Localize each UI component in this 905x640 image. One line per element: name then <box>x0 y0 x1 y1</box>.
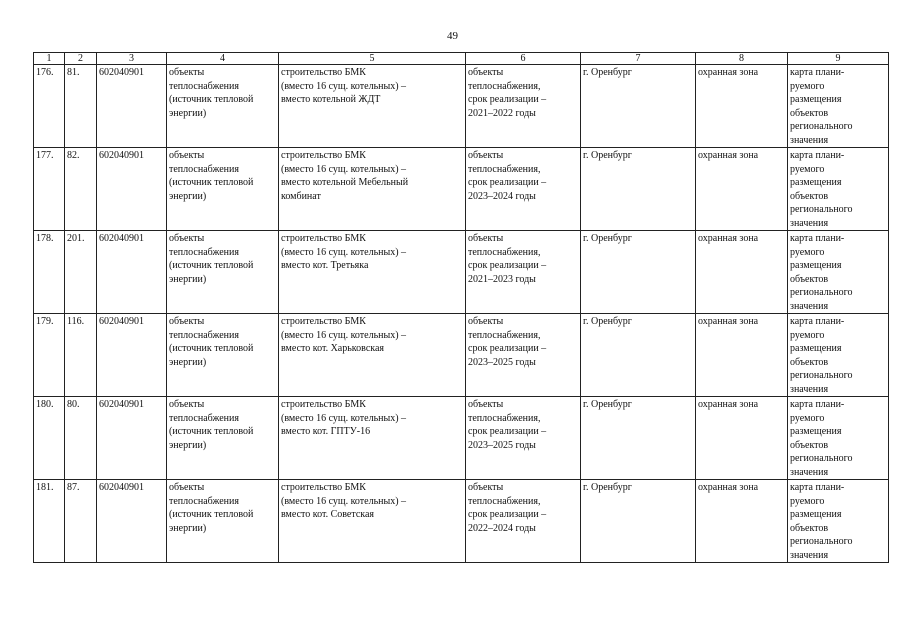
table-row <box>34 480 889 563</box>
cell-line: строительство БМК <box>281 399 366 410</box>
cell-line: срок реализации – <box>468 509 547 520</box>
row-number-cell: 180. <box>34 397 65 480</box>
cell-line: теплоснабжения <box>169 412 239 424</box>
cell-line: (источник тепловой <box>169 94 254 105</box>
item-number-cell: 87. <box>65 480 97 563</box>
cell-line: регионального <box>790 453 853 464</box>
code-cell: 602040901 <box>97 148 167 231</box>
cell-line: значения <box>790 300 829 312</box>
location-cell: г. Оренбург <box>581 314 696 397</box>
location-cell: г. Оренбург <box>581 65 696 148</box>
cell-line: (источник тепловой <box>169 177 254 188</box>
cell-line: руемого <box>790 163 825 175</box>
purpose-cell <box>466 148 581 231</box>
table-row <box>34 231 889 314</box>
cell-line: карта плани- <box>790 150 845 161</box>
cell-line: объектов <box>790 107 829 119</box>
cell-line: карта плани- <box>790 482 845 493</box>
cell-line: энергии) <box>169 522 207 534</box>
item-number-cell: 80. <box>65 397 97 480</box>
location-cell: г. Оренбург <box>581 397 696 480</box>
zone-cell: охранная зона <box>696 480 788 563</box>
cell-line: регионального <box>790 121 853 132</box>
cell-line: размещения <box>790 426 842 437</box>
cell-line: теплоснабжения <box>169 163 239 175</box>
cell-line: (вместо 16 сущ. котельных) – <box>281 80 407 92</box>
column-header: 5 <box>279 53 466 65</box>
cell-line: объектов <box>790 522 829 534</box>
row-number-cell: 181. <box>34 480 65 563</box>
object-type-cell <box>167 314 279 397</box>
column-header: 6 <box>466 53 581 65</box>
object-type-cell <box>167 231 279 314</box>
cell-line: карта плани- <box>790 399 845 410</box>
table-row <box>34 314 889 397</box>
object-name-cell <box>279 148 466 231</box>
object-name-cell <box>279 480 466 563</box>
object-name-cell <box>279 397 466 480</box>
cell-line: значения <box>790 549 829 561</box>
cell-line: руемого <box>790 80 825 92</box>
cell-line: (источник тепловой <box>169 343 254 354</box>
cell-line: 2021–2022 годы <box>468 107 536 119</box>
table-row <box>34 397 889 480</box>
cell-line: значения <box>790 134 829 146</box>
cell-line: 2023–2024 годы <box>468 190 536 202</box>
cell-line: значения <box>790 466 829 478</box>
code-cell: 602040901 <box>97 65 167 148</box>
object-type-cell <box>167 148 279 231</box>
cell-line: срок реализации – <box>468 426 547 437</box>
cell-line: строительство БМК <box>281 67 366 78</box>
table-row <box>34 65 889 148</box>
cell-line: объекты <box>468 399 504 410</box>
column-header: 9 <box>788 53 889 65</box>
cell-line: карта плани- <box>790 67 845 78</box>
row-number-cell: 177. <box>34 148 65 231</box>
cell-line: срок реализации – <box>468 260 547 271</box>
cell-line: вместо котельной ЖДТ <box>281 94 381 105</box>
cell-line: объектов <box>790 439 829 451</box>
cell-line: (источник тепловой <box>169 509 254 520</box>
objects-table <box>33 52 889 563</box>
purpose-cell <box>466 65 581 148</box>
cell-line: объекты <box>468 316 504 327</box>
cell-line: 2022–2024 годы <box>468 522 536 534</box>
map-reference-cell <box>788 314 889 397</box>
cell-line: комбинат <box>281 190 321 202</box>
column-header: 7 <box>581 53 696 65</box>
object-type-cell <box>167 65 279 148</box>
cell-line: 2021–2023 годы <box>468 273 536 285</box>
zone-cell: охранная зона <box>696 397 788 480</box>
purpose-cell <box>466 231 581 314</box>
cell-line: (вместо 16 сущ. котельных) – <box>281 495 407 507</box>
cell-line: теплоснабжения, <box>468 412 541 424</box>
cell-line: теплоснабжения <box>169 495 239 507</box>
cell-line: строительство БМК <box>281 233 366 244</box>
cell-line: регионального <box>790 370 853 381</box>
cell-line: объектов <box>790 190 829 202</box>
cell-line: 2023–2025 годы <box>468 439 536 451</box>
map-reference-cell <box>788 397 889 480</box>
cell-line: руемого <box>790 329 825 341</box>
cell-line: строительство БМК <box>281 482 366 493</box>
cell-line: вместо кот. Советская <box>281 509 375 520</box>
cell-line: (вместо 16 сущ. котельных) – <box>281 329 407 341</box>
cell-line: карта плани- <box>790 316 845 327</box>
object-name-cell <box>279 314 466 397</box>
cell-line: вместо кот. Третьяка <box>281 260 369 271</box>
cell-line: руемого <box>790 246 825 258</box>
cell-line: объекты <box>468 67 504 78</box>
cell-line: (вместо 16 сущ. котельных) – <box>281 163 407 175</box>
cell-line: (вместо 16 сущ. котельных) – <box>281 412 407 424</box>
cell-line: теплоснабжения, <box>468 80 541 92</box>
cell-line: размещения <box>790 509 842 520</box>
code-cell: 602040901 <box>97 397 167 480</box>
item-number-cell: 116. <box>65 314 97 397</box>
zone-cell: охранная зона <box>696 231 788 314</box>
cell-line: срок реализации – <box>468 94 547 105</box>
zone-cell: охранная зона <box>696 314 788 397</box>
code-cell: 602040901 <box>97 480 167 563</box>
column-header: 8 <box>696 53 788 65</box>
cell-line: теплоснабжения, <box>468 495 541 507</box>
item-number-cell: 81. <box>65 65 97 148</box>
cell-line: теплоснабжения, <box>468 329 541 341</box>
object-type-cell <box>167 397 279 480</box>
cell-line: (источник тепловой <box>169 260 254 271</box>
location-cell: г. Оренбург <box>581 148 696 231</box>
item-number-cell: 82. <box>65 148 97 231</box>
column-header: 4 <box>167 53 279 65</box>
cell-line: объекты <box>468 482 504 493</box>
location-cell: г. Оренбург <box>581 480 696 563</box>
object-name-cell <box>279 65 466 148</box>
item-number-cell: 201. <box>65 231 97 314</box>
object-type-cell <box>167 480 279 563</box>
object-name-cell <box>279 231 466 314</box>
cell-line: размещения <box>790 260 842 271</box>
cell-line: вместо котельной Мебельный <box>281 177 409 188</box>
cell-line: вместо кот. ГПТУ-16 <box>281 426 371 437</box>
code-cell: 602040901 <box>97 231 167 314</box>
cell-line: объекты <box>169 482 205 493</box>
cell-line: теплоснабжения <box>169 329 239 341</box>
location-cell: г. Оренбург <box>581 231 696 314</box>
row-number-cell: 176. <box>34 65 65 148</box>
cell-line: объектов <box>790 356 829 368</box>
cell-line: регионального <box>790 204 853 215</box>
cell-line: карта плани- <box>790 233 845 244</box>
cell-line: теплоснабжения, <box>468 163 541 175</box>
cell-line: энергии) <box>169 439 207 451</box>
cell-line: размещения <box>790 177 842 188</box>
cell-line: строительство БМК <box>281 316 366 327</box>
cell-line: значения <box>790 217 829 229</box>
table-header-row <box>34 53 889 65</box>
cell-line: вместо кот. Харьковская <box>281 343 384 354</box>
cell-line: руемого <box>790 412 825 424</box>
cell-line: объекты <box>468 150 504 161</box>
code-cell: 602040901 <box>97 314 167 397</box>
cell-line: энергии) <box>169 107 207 119</box>
map-reference-cell <box>788 148 889 231</box>
cell-line: объекты <box>169 233 205 244</box>
zone-cell: охранная зона <box>696 65 788 148</box>
cell-line: строительство БМК <box>281 150 366 161</box>
cell-line: энергии) <box>169 356 207 368</box>
cell-line: энергии) <box>169 190 207 202</box>
row-number-cell: 179. <box>34 314 65 397</box>
cell-line: энергии) <box>169 273 207 285</box>
cell-line: теплоснабжения <box>169 246 239 258</box>
table-row <box>34 148 889 231</box>
cell-line: объекты <box>169 399 205 410</box>
cell-line: руемого <box>790 495 825 507</box>
cell-line: значения <box>790 383 829 395</box>
cell-line: теплоснабжения, <box>468 246 541 258</box>
cell-line: регионального <box>790 287 853 298</box>
page-number: 49 <box>447 30 458 42</box>
purpose-cell <box>466 480 581 563</box>
column-header: 2 <box>65 53 97 65</box>
map-reference-cell <box>788 65 889 148</box>
cell-line: объекты <box>169 150 205 161</box>
cell-line: объектов <box>790 273 829 285</box>
cell-line: объекты <box>169 316 205 327</box>
cell-line: размещения <box>790 94 842 105</box>
cell-line: теплоснабжения <box>169 80 239 92</box>
row-number-cell: 178. <box>34 231 65 314</box>
column-header: 3 <box>97 53 167 65</box>
cell-line: (вместо 16 сущ. котельных) – <box>281 246 407 258</box>
cell-line: срок реализации – <box>468 177 547 188</box>
purpose-cell <box>466 397 581 480</box>
purpose-cell <box>466 314 581 397</box>
map-reference-cell <box>788 480 889 563</box>
zone-cell: охранная зона <box>696 148 788 231</box>
cell-line: объекты <box>468 233 504 244</box>
map-reference-cell <box>788 231 889 314</box>
cell-line: размещения <box>790 343 842 354</box>
column-header: 1 <box>34 53 65 65</box>
cell-line: регионального <box>790 536 853 547</box>
cell-line: объекты <box>169 67 205 78</box>
cell-line: 2023–2025 годы <box>468 356 536 368</box>
cell-line: срок реализации – <box>468 343 547 354</box>
cell-line: (источник тепловой <box>169 426 254 437</box>
